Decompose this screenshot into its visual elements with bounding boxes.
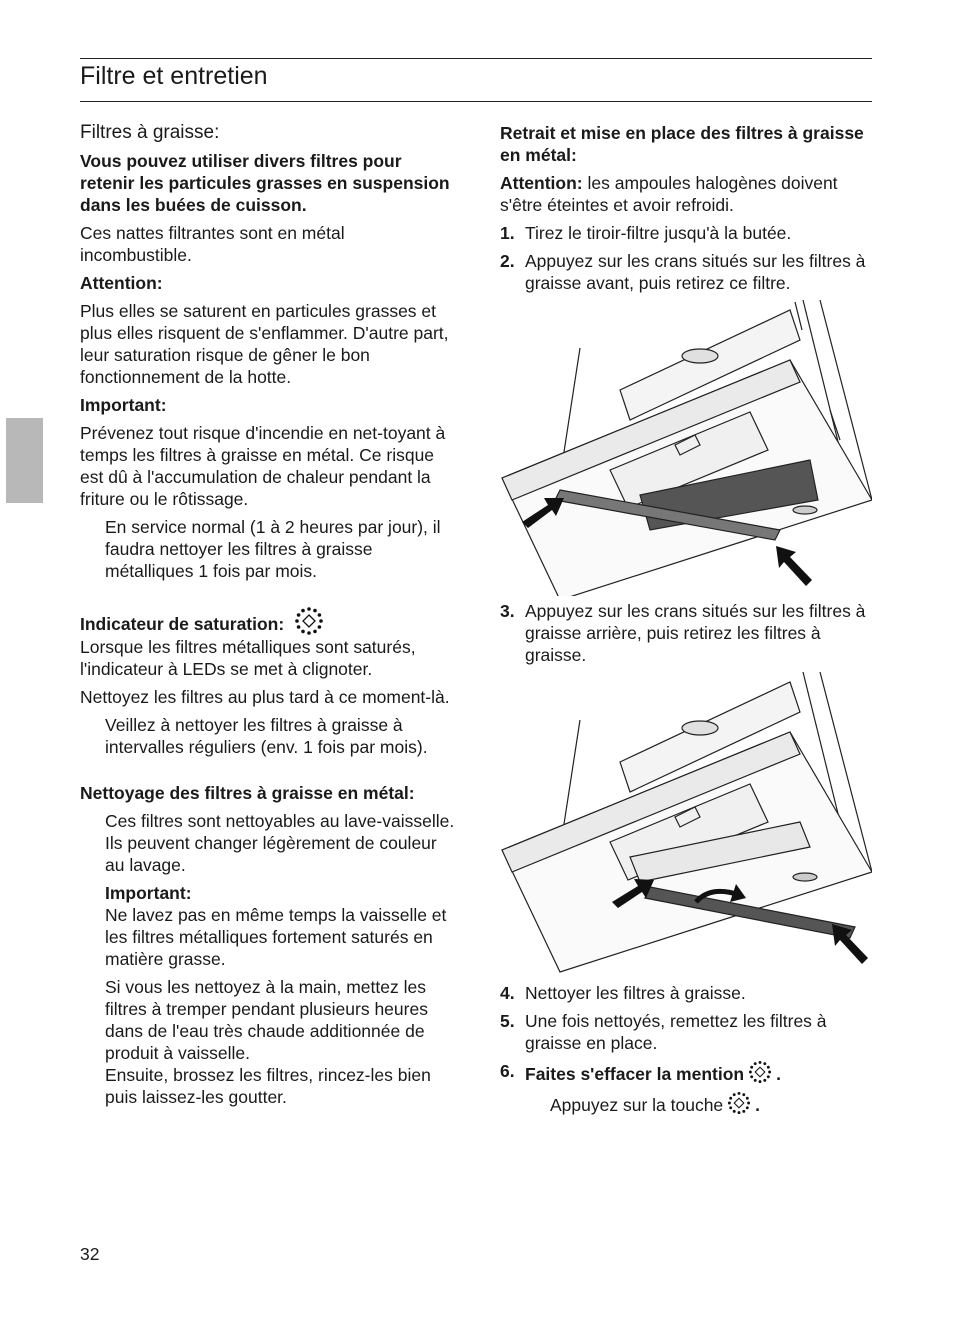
press-key-instruction: Appuyez sur la touche . [500, 1091, 872, 1116]
removal-attention-label: Attention: [500, 173, 583, 193]
hood-front-filter-illustration [500, 300, 872, 596]
step-1: 1. Tirez le tiroir-filtre jusqu'à la butée. [500, 223, 792, 243]
removal-attention [500, 172, 872, 216]
saturation-title: Indicateur de saturation: [80, 614, 285, 634]
grease-filters-heading: Filtres à graisse: [80, 122, 220, 143]
page-title: Filtre et entretien [80, 62, 268, 90]
cleaning-important-label: Important: [105, 883, 192, 903]
saturation-text-2: Nettoyez les filtres au plus tard à ce moment-là. [80, 687, 450, 707]
attention-text: Plus elles se saturent en particules grasses et plus elles risquent de s'enflammer. D'autre part, leur saturation risque de gêner le bon fonctionnement de la hotte. [80, 301, 449, 387]
saturation-mention-icon [748, 1060, 772, 1084]
attention-label: Attention: [80, 273, 163, 293]
saturation-heading [80, 606, 455, 636]
saturation-note: Veillez à nettoyer les filtres à graisse à intervalles réguliers (env. 1 fois par mois). [105, 715, 428, 757]
section-tab-marker [6, 418, 43, 503]
title-rule [80, 101, 872, 102]
removal-attention-text: les ampoules halogènes doivent s'être éteintes et avoir refroidi. [500, 173, 838, 215]
step-5: 5. Une fois nettoyés, remettez les filtres à graisse en place. [500, 1011, 827, 1053]
step-3: 3. Appuyez sur les crans situés sur les filtres à graisse arrière, puis retirez les filtres à graisse. [500, 601, 866, 665]
hand-wash-text-2: Ensuite, brossez les filtres, rincez-les bien puis laissez-les goutter. [105, 1065, 431, 1107]
saturation-indicator-icon [294, 606, 324, 636]
removal-heading: Retrait et mise en place des filtres à graisse en métal: [500, 123, 864, 165]
hood-rear-filter-illustration [500, 672, 872, 978]
top-rule [80, 58, 872, 59]
step-6: 6. Faites s'effacer la mention . [500, 1061, 781, 1084]
left-column [80, 122, 455, 1108]
steps-list-c [500, 982, 872, 1085]
important-label: Important: [80, 395, 167, 415]
hand-wash-text: Si vous les nettoyez à la main, mettez les filtres à tremper pendant plusieurs heures dans de l'eau très chaude additionnée de produit à vaisselle. [105, 977, 428, 1063]
cleaning-important-text: Ne lavez pas en même temps la vaisselle et les filtres métalliques fortement saturés en matière grasse. [105, 905, 447, 969]
steps-list-a [500, 222, 872, 294]
cleaning-text: Ces filtres sont nettoyables au lave-vaisselle. Ils peuvent changer légèrement de couleur au lavage. [105, 811, 455, 875]
important-text: Prévenez tout risque d'incendie en net-toyant à temps les filtres à graisse en métal. Ce risque est dû à l'accumulation de chaleur pendant la friture ou le rôtissage. [80, 423, 446, 509]
step-2: 2. Appuyez sur les crans situés sur les filtres à graisse avant, puis retirez ce filtre. [500, 251, 866, 293]
saturation-key-icon [727, 1091, 751, 1115]
right-column [500, 122, 872, 1116]
grease-intro: Vous pouvez utiliser divers filtres pour retenir les particules grasses en suspension dans les buées de cuisson. [80, 151, 450, 215]
saturation-text-1: Lorsque les filtres métalliques sont saturés, l'indicateur à LEDs se met à clignoter. [80, 637, 416, 679]
service-note: En service normal (1 à 2 heures par jour), il faudra nettoyer les filtres à graisse métalliques 1 fois par mois. [105, 517, 441, 581]
step-4: 4. Nettoyer les filtres à graisse. [500, 983, 746, 1003]
cleaning-heading: Nettoyage des filtres à graisse en métal: [80, 783, 415, 803]
grease-body: Ces nattes filtrantes sont en métal incombustible. [80, 223, 345, 265]
page-number: 32 [80, 1244, 100, 1264]
steps-list-b [500, 600, 872, 666]
